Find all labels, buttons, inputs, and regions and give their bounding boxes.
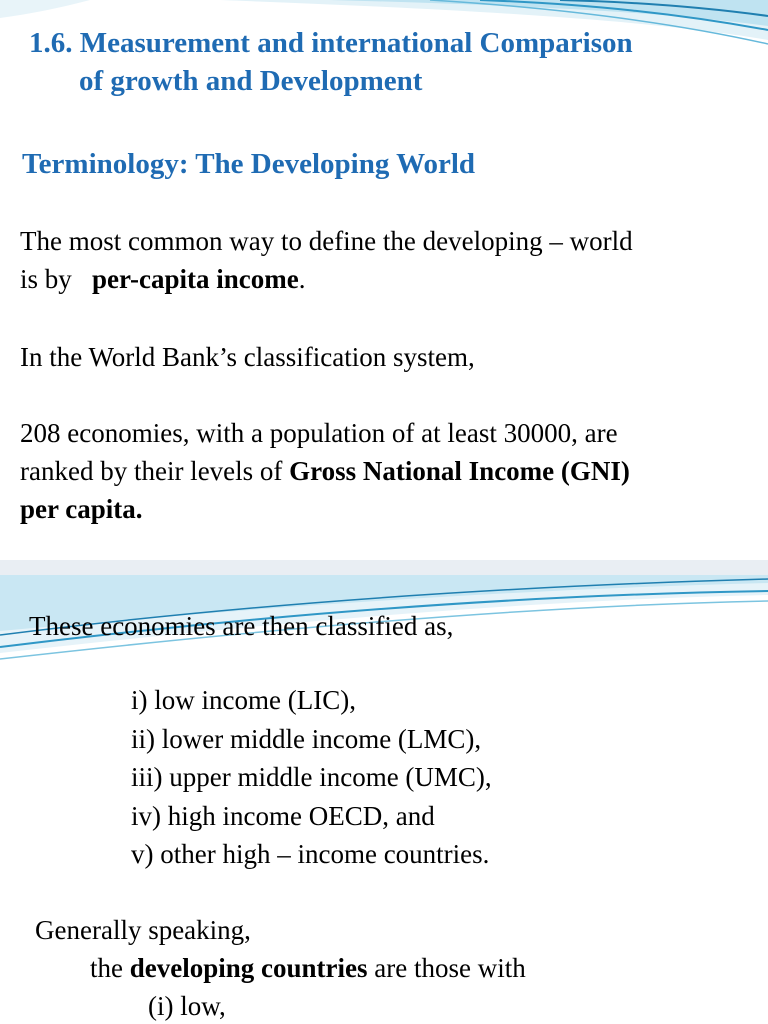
p1-line2: is by (20, 264, 93, 294)
list-item: iv) high income OECD, and (131, 800, 435, 831)
list-item: i) low income (LIC), (131, 685, 356, 715)
dev-pre: the (90, 953, 130, 983)
slide-title (29, 24, 633, 100)
income-classification-list (131, 681, 492, 874)
p1-bold: per-capita income (92, 264, 299, 294)
p3-bold-per-capita: per capita. (20, 494, 143, 524)
dev-post: are those with (367, 953, 526, 983)
section-subtitle: Terminology: The Developing World (22, 148, 476, 180)
p1-line1: The most common way to define the developing – world (20, 226, 633, 256)
classification-lead: These economies are then classified as, (29, 611, 454, 641)
list-item: v) other high – income countries. (131, 839, 490, 869)
generally-speaking: Generally speaking, (35, 915, 251, 945)
paragraph-world-bank: In the World Bank’s classification system, (20, 342, 475, 372)
slide-separator (0, 560, 768, 575)
dev-bold: developing countries (129, 953, 368, 983)
title-line-1: 1.6. Measurement and international Comparison (29, 27, 633, 59)
low-item: (i) low, (148, 991, 226, 1021)
slide-2 (0, 575, 768, 1024)
developing-countries-line (90, 949, 526, 987)
p1-end: . (298, 264, 306, 294)
p3-bold-gni: Gross National Income (GNI) (289, 456, 630, 486)
title-line-2: of growth and Development (79, 65, 423, 97)
p3-line1: 208 economies, with a population of at least 30000, are (20, 418, 618, 448)
list-item: iii) upper middle income (UMC), (131, 762, 492, 792)
paragraph-definition (20, 222, 633, 298)
paragraph-economies (20, 414, 630, 528)
p3-line2: ranked by their levels of (20, 456, 290, 486)
list-item: ii) lower middle income (LMC), (131, 723, 482, 754)
